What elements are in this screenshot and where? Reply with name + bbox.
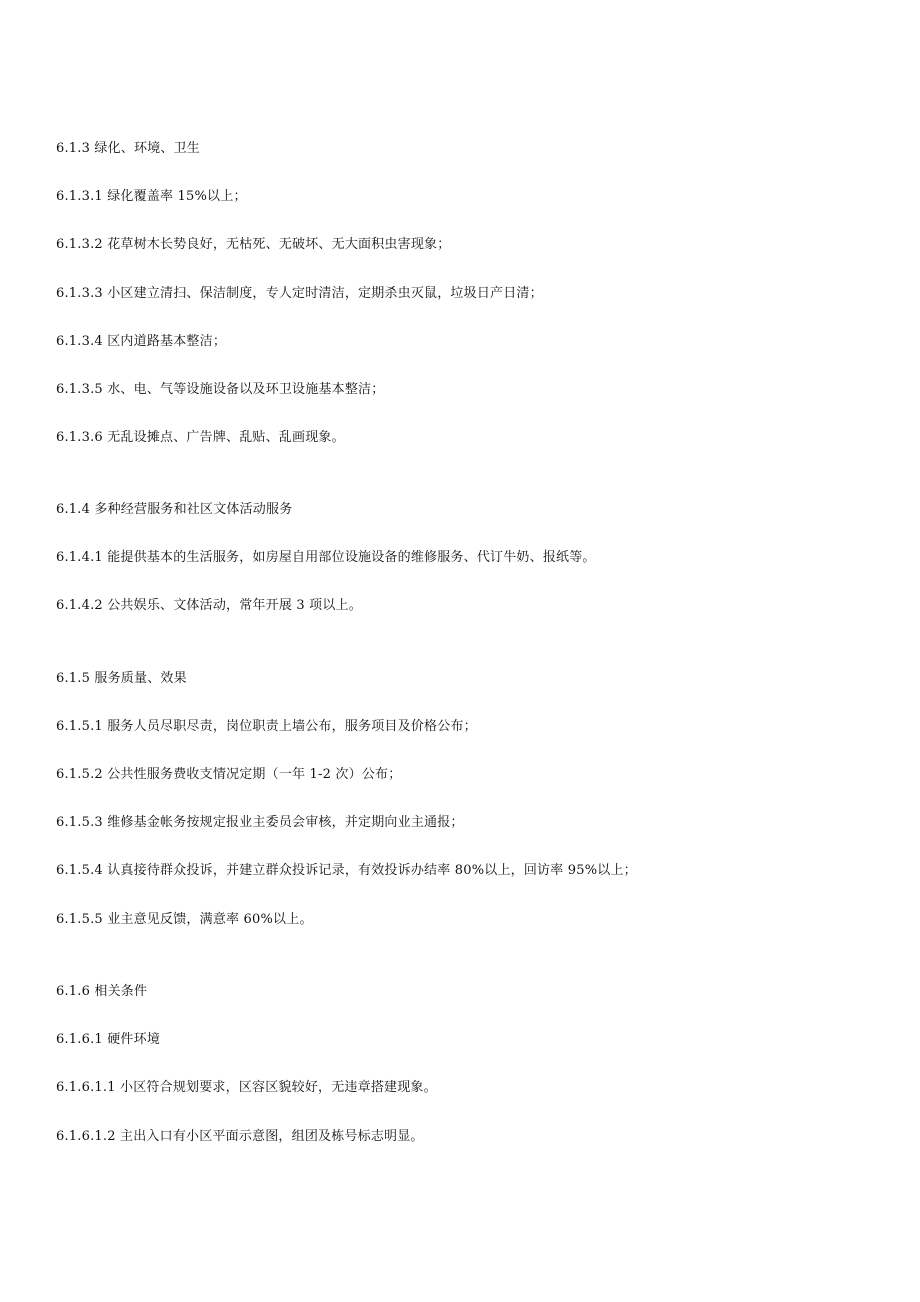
section-heading-6-1-6: 6.1.6 相关条件 bbox=[56, 984, 148, 999]
clause-6-1-5-4: 6.1.5.4 认真接待群众投诉，并建立群众投诉记录，有效投诉办结率 80%以上，回访率 95%以上； bbox=[56, 863, 637, 878]
clause-6-1-5-1: 6.1.5.1 服务人员尽职尽责，岗位职责上墙公布，服务项目及价格公布； bbox=[56, 719, 477, 734]
section-heading-6-1-3: 6.1.3 绿化、环境、卫生 bbox=[56, 141, 201, 156]
clause-6-1-5-3: 6.1.5.3 维修基金帐务按规定报业主委员会审核，并定期向业主通报； bbox=[56, 815, 464, 830]
clause-6-1-4-1: 6.1.4.1 能提供基本的生活服务，如房屋自用部位设施设备的维修服务、代订牛奶、报纸等。 bbox=[56, 550, 596, 565]
clause-6-1-5-5: 6.1.5.5 业主意见反馈，满意率 60%以上。 bbox=[56, 912, 313, 927]
clause-6-1-5-2: 6.1.5.2 公共性服务费收支情况定期（一年 1-2 次）公布； bbox=[56, 767, 402, 782]
clause-6-1-3-2: 6.1.3.2 花草树木长势良好，无枯死、无破坏、无大面积虫害现象； bbox=[56, 237, 451, 252]
clause-6-1-3-6: 6.1.3.6 无乱设摊点、广告牌、乱贴、乱画现象。 bbox=[56, 430, 345, 445]
clause-6-1-4-2: 6.1.4.2 公共娱乐、文体活动，常年开展 3 项以上。 bbox=[56, 598, 362, 613]
section-heading-6-1-4: 6.1.4 多种经营服务和社区文体活动服务 bbox=[56, 502, 293, 517]
section-heading-6-1-5: 6.1.5 服务质量、效果 bbox=[56, 671, 187, 686]
clause-6-1-3-1: 6.1.3.1 绿化覆盖率 15%以上； bbox=[56, 189, 247, 204]
clause-6-1-6-1-1: 6.1.6.1.1 小区符合规划要求，区容区貌较好，无违章搭建现象。 bbox=[56, 1080, 437, 1095]
clause-6-1-3-3: 6.1.3.3 小区建立清扫、保洁制度，专人定时清洁，定期杀虫灭鼠，垃圾日产日清； bbox=[56, 286, 543, 301]
clause-6-1-6-1: 6.1.6.1 硬件环境 bbox=[56, 1032, 161, 1047]
clause-6-1-3-4: 6.1.3.4 区内道路基本整洁； bbox=[56, 334, 227, 349]
clause-6-1-3-5: 6.1.3.5 水、电、气等设施设备以及环卫设施基本整洁； bbox=[56, 382, 385, 397]
clause-6-1-6-1-2: 6.1.6.1.2 主出入口有小区平面示意图，组团及栋号标志明显。 bbox=[56, 1129, 424, 1144]
